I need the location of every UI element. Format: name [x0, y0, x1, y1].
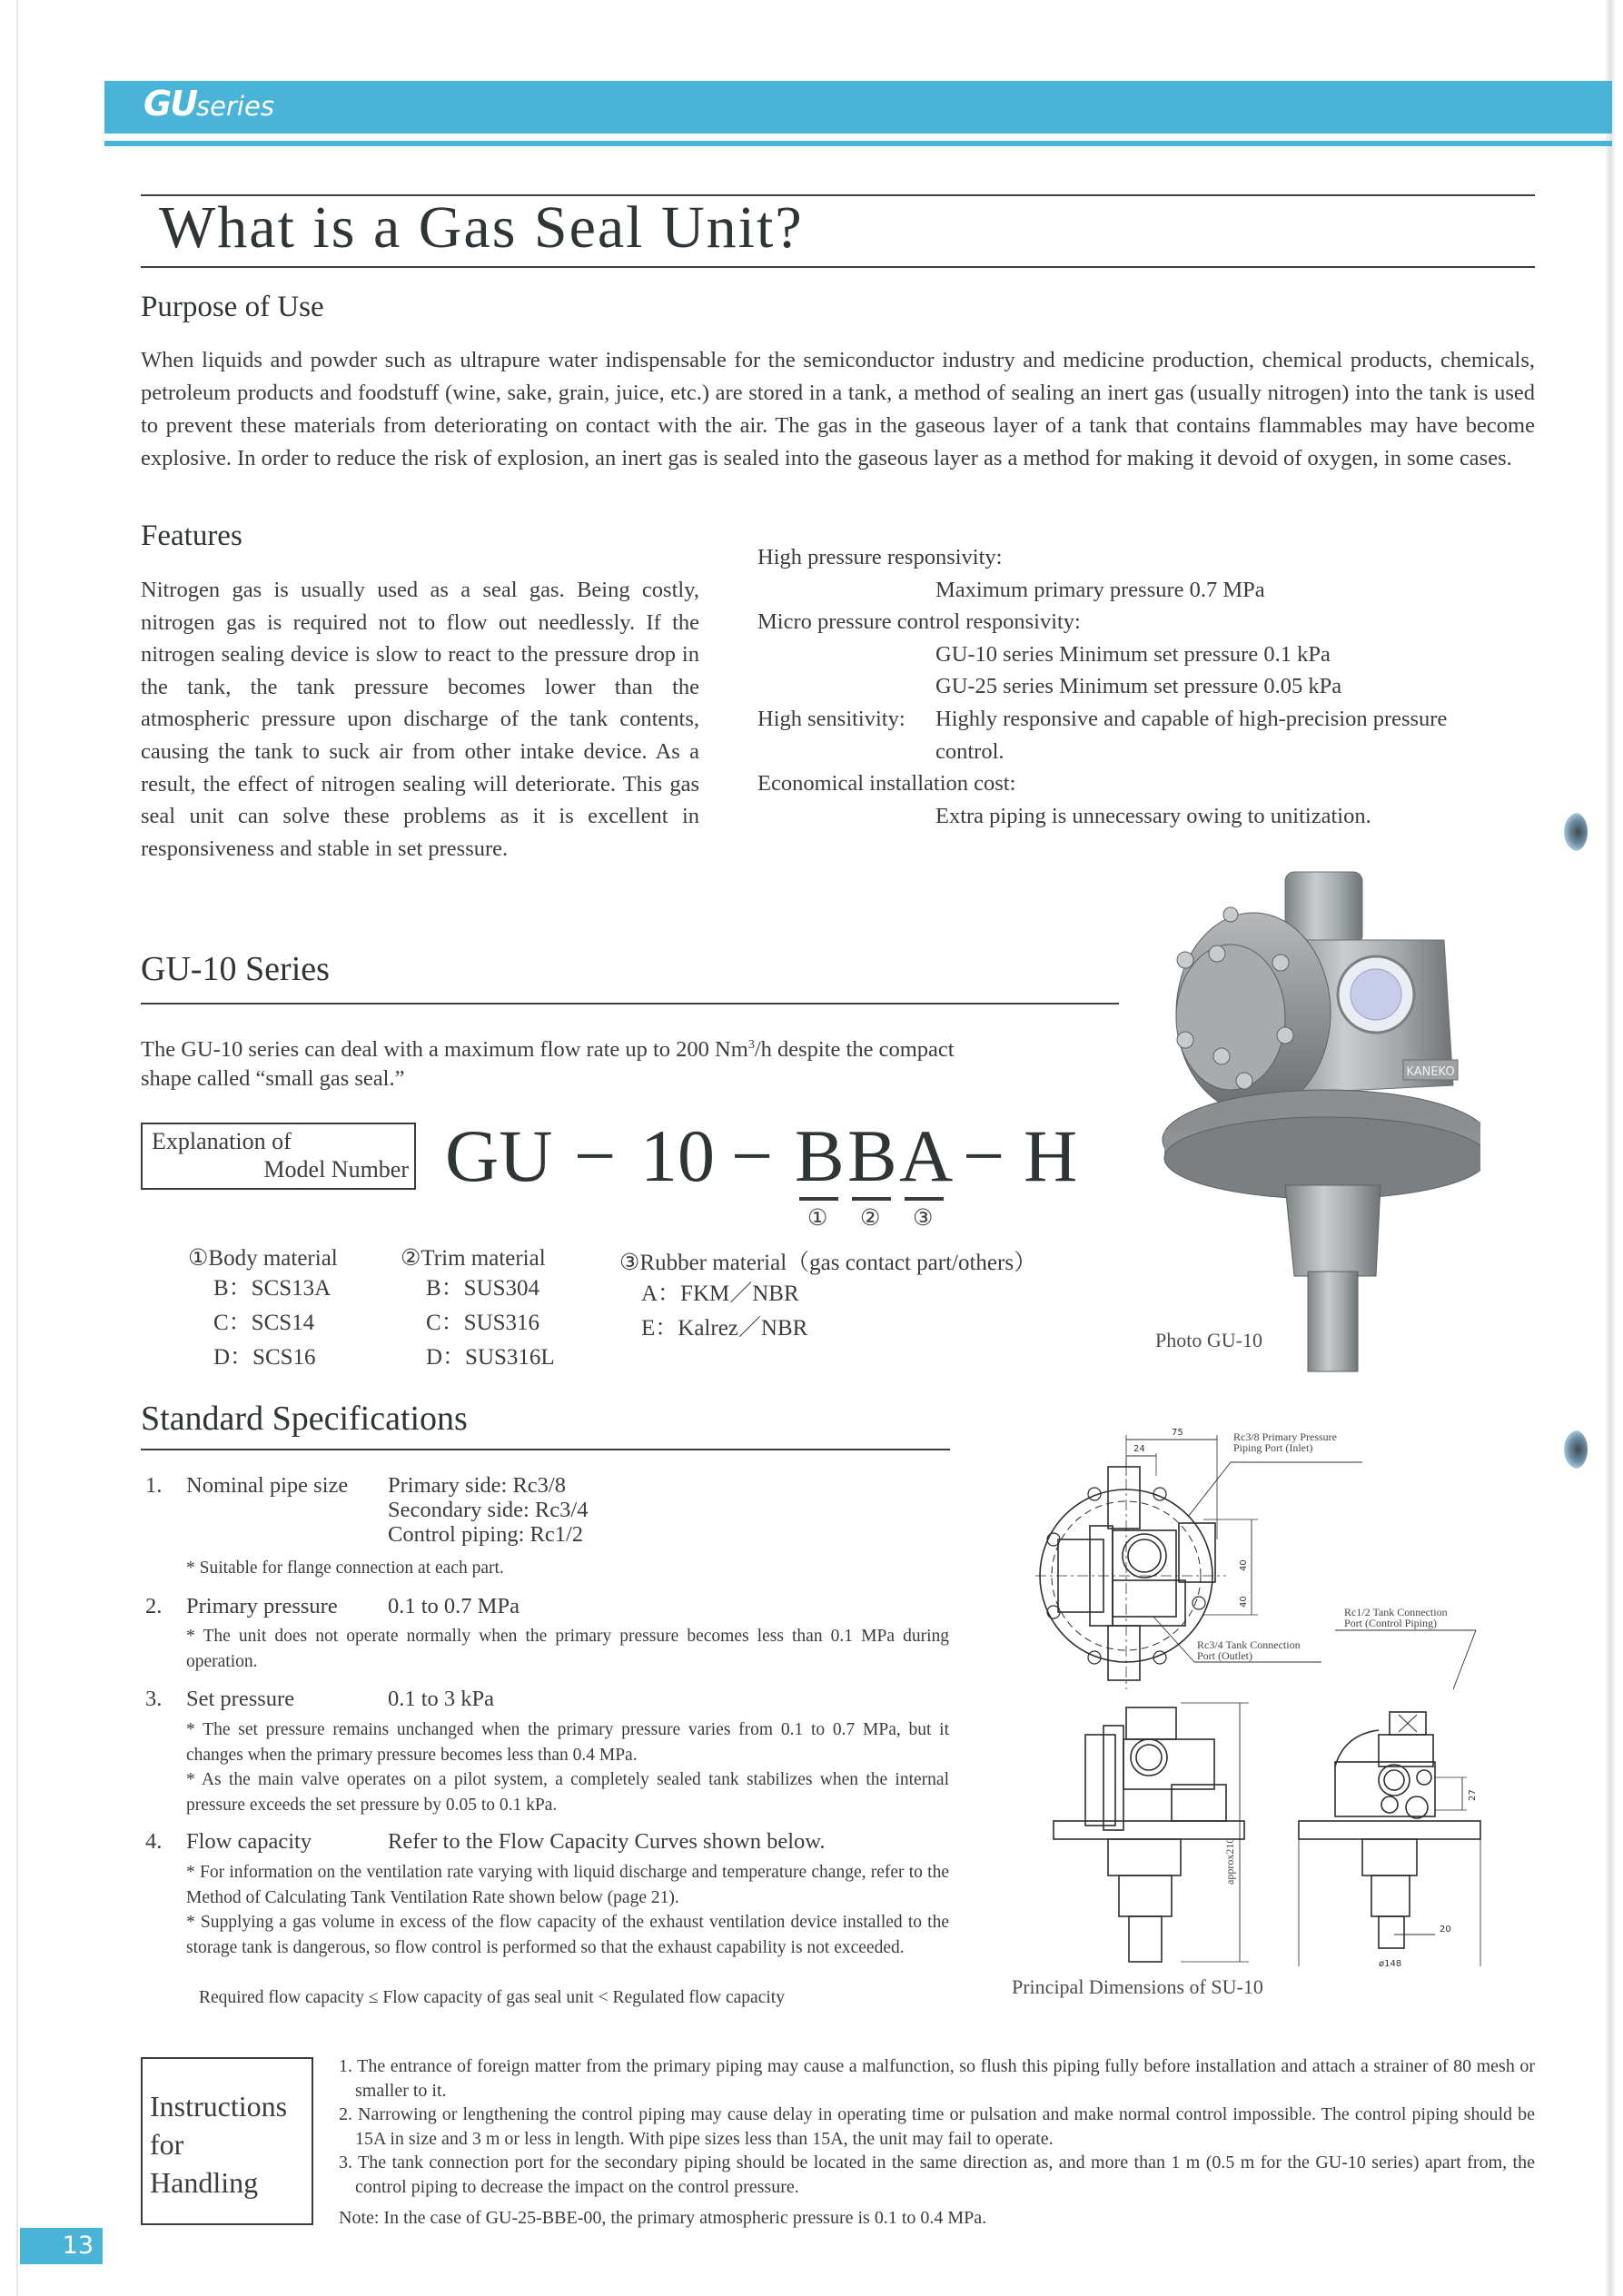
model-box-line1: Explanation of — [152, 1128, 292, 1154]
instruction-item: 1. The entrance of foreign matter from the primary piping may cause a malfunction, so flush this piping fully before installation and attach a strainer of 80 mesh or smaller to it. — [339, 2056, 1535, 2101]
model-part: 10 — [640, 1114, 715, 1197]
spec-value: 0.1 to 3 kPa — [388, 1687, 495, 1711]
series-suffix: series — [196, 91, 274, 122]
material-option: E：Kalrez／NBR — [641, 1316, 808, 1341]
instructions-box — [141, 2057, 313, 2225]
binder-ring-icon — [1564, 813, 1588, 851]
spec-label: Set pressure — [186, 1687, 295, 1711]
diagram-caption: Principal Dimensions of SU-10 — [1012, 1975, 1263, 1998]
callout-inlet: Rc3/8 Primary Pressure — [1233, 1430, 1337, 1443]
spec-note: * Suitable for flange connection at each part. — [186, 1559, 504, 1578]
spec-note: * Supplying a gas volume in excess of the flow capacity of the exhaust ventilation device installed to the storage tank is dangerous, so flow control is performed so that the exhaust capability is not exceeded. — [186, 1913, 949, 1957]
dim-40-upper: 40 — [1239, 1559, 1249, 1571]
material-option: B：SUS304 — [426, 1276, 540, 1301]
callout-outlet: Rc3/4 Tank Connection — [1197, 1638, 1301, 1651]
page-edge-right — [1606, 0, 1615, 2296]
specs-rule — [141, 1449, 950, 1450]
dimension-diagram — [1035, 1421, 1508, 1966]
dim-diameter: ø148 — [1379, 1959, 1402, 1966]
spec-value: 0.1 to 0.7 MPa — [388, 1594, 520, 1618]
binder-ring-icon — [1564, 1430, 1588, 1469]
dim-approx210: approx210 — [1223, 1837, 1236, 1885]
material-option: A：FKM／NBR — [641, 1282, 799, 1306]
gu10-heading: GU-10 Series — [141, 950, 330, 988]
spec-value-line: Primary side: Rc3/8 — [388, 1473, 566, 1498]
feature-label: Economical installation cost: — [757, 771, 1016, 797]
instruction-item: 3. The tank connection port for the secondary piping should be located in the same direction as, and more than 1 m (0.5 m for the GU-10 series) apart from, the control piping to decrease the impact on the control pressure. — [339, 2152, 1535, 2197]
dim-24: 24 — [1133, 1444, 1145, 1454]
material-option: D：SUS316L — [426, 1345, 555, 1370]
instructions-box-line: Instructions — [150, 2090, 288, 2123]
spec-value: Refer to the Flow Capacity Curves shown below. — [388, 1829, 826, 1854]
model-part-body: B — [795, 1114, 845, 1197]
photo-brand-text: KANEKO — [1406, 1065, 1455, 1079]
dim-75: 75 — [1172, 1428, 1183, 1438]
spec-number: 4. — [145, 1829, 163, 1854]
model-part: GU — [445, 1114, 553, 1197]
page-number-tab — [20, 2228, 103, 2264]
dim-40-lower: 40 — [1239, 1596, 1249, 1608]
series-banner — [104, 81, 1612, 134]
callout-control-2: Port (Control Piping) — [1344, 1617, 1438, 1629]
model-part-trim: B — [847, 1114, 897, 1197]
spec-value-line: Control piping: Rc1/2 — [388, 1522, 584, 1547]
callout-inlet-2: Piping Port (Inlet) — [1233, 1441, 1313, 1454]
feature-label: High pressure responsivity: — [757, 545, 1003, 569]
gu10-rule — [141, 1003, 1119, 1004]
page-edge-left — [16, 0, 18, 2296]
model-part: − — [574, 1114, 617, 1197]
model-number-box — [141, 1123, 416, 1190]
desc-text: The GU-10 series can deal with a maximum flow rate up to 200 Nm — [141, 1037, 748, 1063]
material-option: B：SCS13A — [213, 1276, 332, 1301]
feature-value: Maximum primary pressure 0.7 MPa — [935, 577, 1265, 602]
instruction-note: Note: In the case of GU-25-BBE-00, the primary atmospheric pressure is 0.1 to 0.4 MPa. — [339, 2208, 987, 2228]
feature-value: Highly responsive and capable of high-precision pressure — [935, 706, 1448, 731]
spec-note: * The unit does not operate normally when the primary pressure becomes less than 0.1 MPa during operation. — [186, 1627, 949, 1671]
desc-superscript: 3 — [747, 1038, 755, 1052]
marker-2: ② — [860, 1206, 881, 1231]
features-heading: Features — [141, 520, 242, 552]
page-number: 13 — [62, 2232, 94, 2260]
product-photo — [1144, 858, 1480, 1376]
spec-label: Nominal pipe size — [186, 1473, 349, 1498]
material-heading: ③Rubber material（gas contact part/others） — [619, 1251, 1037, 1275]
instruction-item: 2. Narrowing or lengthening the control piping may cause delay in operating time or pulsation and make normal control impossible. The control piping should be 15A in size and 3 m or less in length. With pipe sizes less than 15A, the unit may fail to operate. — [339, 2104, 1535, 2149]
model-part: H — [1024, 1114, 1078, 1197]
purpose-text: When liquids and powder such as ultrapure water indispensable for the semiconductor industry and medicine production, chemical products, chemicals, petroleum products and foodstuff (wine, sake, grain, juice, etc.) are stored in a tank, a method of sealing an inert gas (usually nitrogen) into the tank is used to prevent these materials from deteriorating on contact with the air. The gas in the gaseous layer of a tank that contains flammables may have become explosive. In order to reduce the risk of explosion, an inert gas is sealed into the gaseous layer as a method for making it devoid of oxygen, in some cases. — [141, 348, 1535, 470]
material-heading: ②Trim material — [401, 1246, 546, 1271]
instructions-box-line: Handling — [150, 2166, 259, 2199]
spec-number: 3. — [145, 1687, 163, 1711]
gu10-description-2: shape called “small gas seal.” — [141, 1066, 405, 1091]
banner-underline — [104, 141, 1612, 146]
feature-value: GU-25 series Minimum set pressure 0.05 kPa — [935, 674, 1342, 699]
body-material-group — [188, 1244, 338, 1375]
photo-caption: Photo GU-10 — [1155, 1329, 1262, 1351]
material-option: C：SCS14 — [213, 1311, 315, 1335]
feature-value: Extra piping is unnecessary owing to unitization. — [935, 803, 1371, 828]
gu10-description — [141, 1029, 955, 1066]
dim-20: 20 — [1440, 1925, 1451, 1935]
marker-1: ① — [807, 1206, 828, 1231]
instructions-list — [339, 2054, 1535, 2231]
features-text: Nitrogen gas is usually used as a seal gas. Being costly, nitrogen gas is required not to flow out needlessly. If the nitrogen sealing device is slow to react to the pressure drop in the tank, the tank pressure becomes lower than the atmospheric pressure upon discharge of the tank contents, causing the tank to suck air from other intake device. As a result, the effect of nitrogen sealing will deteriorate. This gas seal unit can solve these problems as it is excellent in responsiveness and stable in set pressure. — [141, 578, 699, 861]
feature-value: control. — [935, 738, 1004, 764]
marker-3: ③ — [913, 1206, 934, 1231]
spec-number: 2. — [145, 1594, 163, 1618]
callout-outlet-2: Port (Outlet) — [1197, 1649, 1252, 1662]
spec-value — [388, 1473, 588, 1547]
specs-heading: Standard Specifications — [141, 1400, 468, 1438]
spec-label: Primary pressure — [186, 1594, 338, 1618]
series-brand: GU — [143, 84, 197, 124]
model-part: − — [963, 1114, 1005, 1197]
model-part: − — [731, 1114, 774, 1197]
instructions-box-line: for — [150, 2128, 184, 2161]
dim-27: 27 — [1468, 1789, 1478, 1801]
model-part-rubber: A — [899, 1114, 954, 1197]
spec-number: 1. — [145, 1473, 163, 1498]
spec-value-line: Secondary side: Rc3/4 — [388, 1498, 589, 1522]
model-box-line2: Model Number — [263, 1156, 409, 1183]
spec-note: * As the main valve operates on a pilot system, a completely sealed tank stabilizes when the internal pressure exceeds the set pressure by 0.05 to 0.1 kPa. — [186, 1770, 949, 1815]
callout-control: Rc1/2 Tank Connection — [1344, 1606, 1448, 1618]
model-underline — [799, 1197, 838, 1201]
material-option: D：SCS16 — [213, 1345, 316, 1370]
material-option: C：SUS316 — [426, 1311, 540, 1335]
material-heading: ①Body material — [188, 1246, 338, 1271]
page-title: What is a Gas Seal Unit? — [159, 194, 804, 261]
spec-formula: Required flow capacity ≤ Flow capacity of gas seal unit < Regulated flow capacity — [199, 1988, 785, 2007]
trim-material-group — [401, 1244, 555, 1375]
feature-label: High sensitivity: — [757, 706, 906, 731]
feature-value: GU-10 series Minimum set pressure 0.1 kPa — [935, 641, 1331, 667]
spec-note: * For information on the ventilation rate varying with liquid discharge and temperature change, refer to the Method of Calculating Tank Ventilation Rate shown below (page 21). — [186, 1863, 949, 1907]
model-underline — [905, 1197, 944, 1201]
series-title — [143, 84, 274, 124]
rubber-material-group — [619, 1244, 1036, 1346]
features-list — [757, 541, 1539, 832]
title-rule-bottom — [141, 266, 1535, 268]
spec-label: Flow capacity — [186, 1829, 312, 1854]
feature-label: Micro pressure control responsivity: — [757, 609, 1081, 635]
spec-note: * The set pressure remains unchanged when the primary pressure varies from 0.1 to 0.7 MPa, but it changes when the primary pressure becomes less than 0.4 MPa. — [186, 1720, 949, 1765]
desc-text: /h despite the compact — [754, 1037, 955, 1063]
model-underline — [852, 1197, 891, 1201]
purpose-heading: Purpose of Use — [141, 291, 324, 323]
